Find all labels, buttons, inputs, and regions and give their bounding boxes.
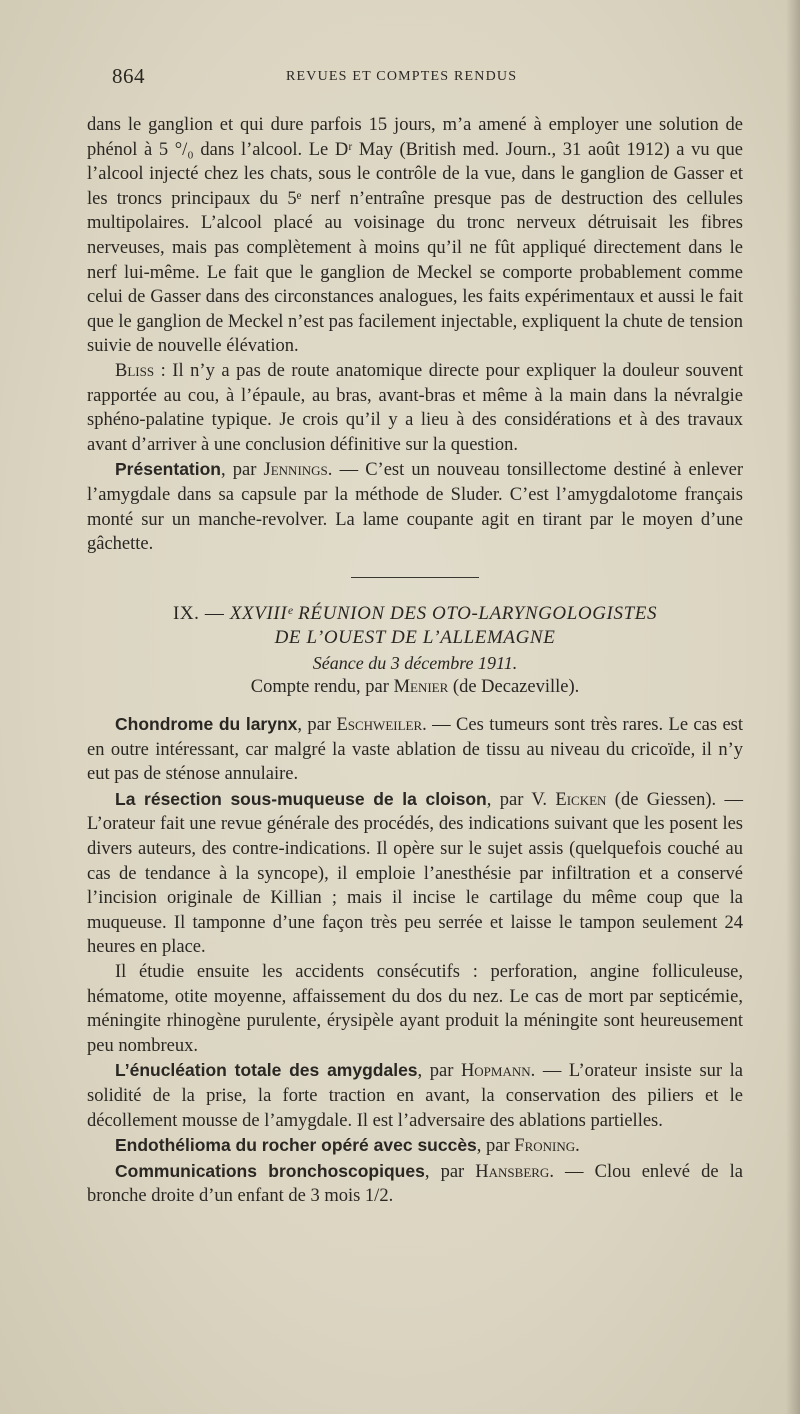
paragraph-enucleation <box>87 1058 743 1133</box>
author-name: Eicken <box>555 789 607 810</box>
paragraph-text: . <box>575 1136 580 1157</box>
paragraph-text: (de Giessen). — L’orateur fait une revue générale des procédés, des indications suivant que les posent les divers auteurs, des contre-indications. Il opère sur le sujet assis (quelquefois couché au cas de tendance à la syncope), il emploie l’anesthésie par infiltration et a conservé l’incision originale de Killian ; mais il incise le cartilage du même coup que la muqueuse. Il tamponne d’une façon très peu serrée et laisse le tampon seulement 24 heures en place. <box>87 789 744 958</box>
paragraph-resection <box>87 787 743 960</box>
paragraph-text: . — Clou enlevé de la bronche droite d’un enfant de 3 mois 1/2. <box>87 1161 743 1207</box>
author-name: Jennings <box>263 460 328 481</box>
paragraph-text: . — Ces tumeurs sont très rares. Le cas est en outre intéressant, car malgré la vaste ablation de tissu au niveau du cricoïde, il n’y eut pas de sténose annulaire. <box>87 715 743 785</box>
paragraph-presentation <box>87 457 743 556</box>
byline-prefix: , par <box>221 460 264 481</box>
byline-prefix: , par V. <box>486 789 556 810</box>
page-edge-shadow <box>786 0 800 1414</box>
entry-heading: Chondrome du larynx <box>115 714 298 735</box>
section-title <box>87 602 743 627</box>
section-title-line2: DE L’OUEST DE L’ALLEMAGNE <box>274 627 556 649</box>
entry-heading: Endothélioma du rocher opéré avec succès <box>115 1135 477 1156</box>
page-number: 864 <box>112 64 145 88</box>
byline-prefix: , par <box>476 1136 515 1157</box>
author-name: Froning <box>514 1136 576 1157</box>
paragraph-endothelioma <box>87 1133 743 1159</box>
entry-heading: La résection sous-muqueuse de la cloison <box>115 788 487 809</box>
author-name: Hansberg <box>475 1161 550 1182</box>
entry-heading: L’énucléation totale des amygdales <box>115 1060 418 1081</box>
reporter-name: Menier <box>393 677 449 698</box>
entry-heading: Présentation <box>115 459 221 480</box>
paragraph-bronchoscopy <box>87 1159 743 1209</box>
section-numeral: IX. — <box>172 602 230 624</box>
report-suffix: (de Decazeville). <box>448 677 580 698</box>
section-session-date: Séance du 3 décembre 1911. <box>312 652 518 673</box>
paragraph-accidents: Il étudie ensuite les accidents consécutifs : perforation, angine folliculeuse, hématome, otite moyenne, affaissement du dos du nez. Le cas de mort par septicémie, méningite rhinogène purulente, érysipèle ayant produit la méningite sont heureusement peu nombreux. <box>87 962 743 1056</box>
entry-heading: Communications bronchoscopiques <box>115 1160 425 1181</box>
report-prefix: Compte rendu, par <box>250 677 394 698</box>
byline-prefix: , par <box>417 1061 461 1082</box>
paragraph-bliss <box>87 359 743 457</box>
running-head: REVUES ET COMPTES RENDUS <box>286 69 518 84</box>
section-title-line1: XXVIIIᵉ RÉUNION DES OTO-LARYNGOLOGISTES <box>229 602 658 624</box>
page-header <box>112 64 720 94</box>
byline-prefix: , par <box>424 1161 476 1182</box>
paragraph-text: . — C’est un nouveau tonsillectome destiné à enlever l’amygdale dans sa capsule par la méthode de Sluder. C’est l’amygdalotome français monté sur un manche-revolver. La lame coupante agit en tirant par le moyen d’une gâchette. <box>87 460 743 555</box>
paragraph-continuation: dans le ganglion et qui dure parfois 15 jours, m’a amené à employer une solution de phénol à 5 °/₀ dans l’alcool. Le Dʳ May (British med. Journ., 31 août 1912) a vu que l’alcool injecté chez les chats, sous le contrôle de la vue, dans le ganglion de Gasser et les troncs principaux du 5ᵉ nerf n’entraîne presque pas de destruction des cellules multipolaires. L’alcool placé au voisinage du tronc nerveux détruisait les fibres nerveuses, mais pas complètement à moins qu’il ne fût appliqué directement dans le nerf lui-même. Le fait que le ganglion de Meckel se comporte probablement comme celui de Gasser dans des circonstances analogues, les faits expérimentaux et aussi le fait que le ganglion de Meckel n’est pas facilement injectable, expliquent la chute de tension suivie de nouvelle élévation. <box>87 115 743 357</box>
byline-prefix: , par <box>297 715 337 736</box>
section-divider <box>351 577 479 578</box>
page-body <box>87 113 743 1209</box>
author-name: Eschweiler <box>336 715 423 736</box>
author-name: Bliss <box>115 360 155 381</box>
paragraph-text: . — L’orateur insiste sur la solidité de la prise, la forte traction en avant, la conservation des piliers et le décollement mousse de l’amygdale. Il est l’adversaire des ablations partielles. <box>87 1061 743 1131</box>
section-report-line <box>87 675 743 700</box>
paragraph-text: : Il n’y a pas de route anatomique directe pour expliquer la douleur souvent rapportée au cou, à l’épaule, au bras, avant-bras et même à la main dans la névralgie sphéno-palatine typique. Je crois qu’il y a lieu à des considérations et à des travaux avant d’arriver à une conclusion définitive sur la question. <box>87 360 743 455</box>
author-name: Hopmann <box>460 1061 531 1082</box>
paragraph-chondrome <box>87 712 743 787</box>
